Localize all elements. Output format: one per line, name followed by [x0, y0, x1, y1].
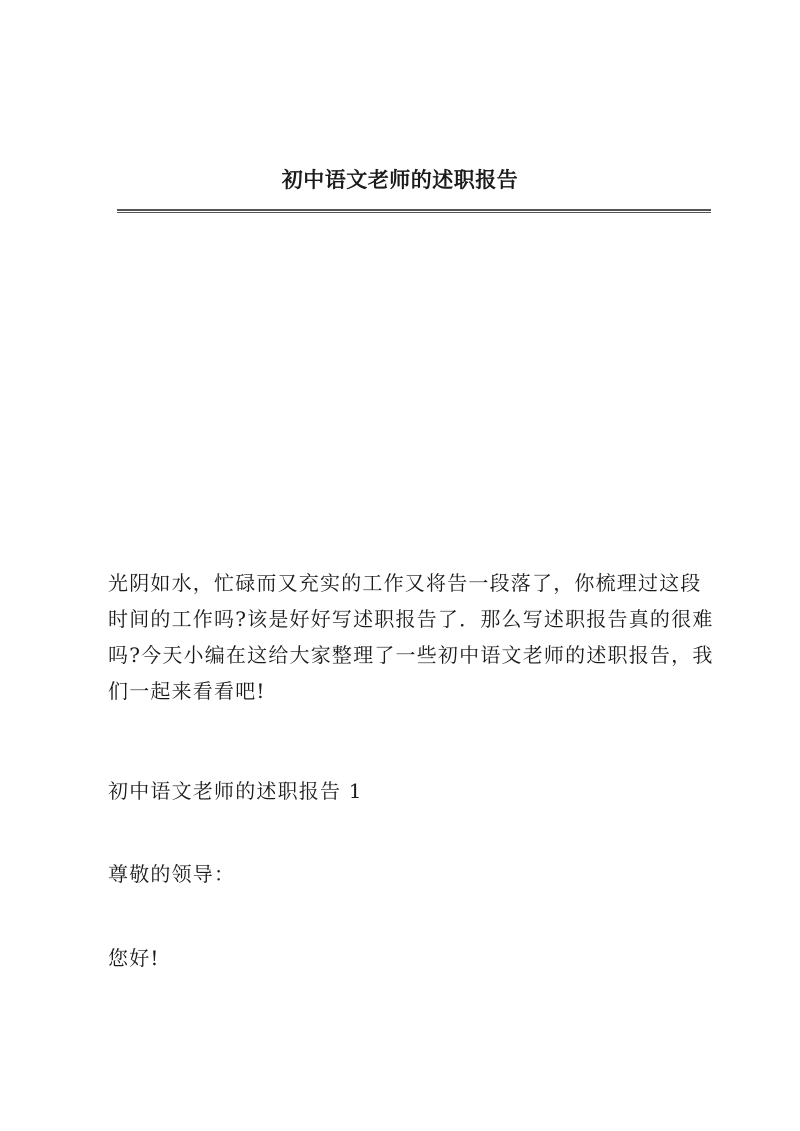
greeting-line: 您好!	[108, 946, 160, 970]
page-title: 初中语文老师的述职报告	[281, 167, 519, 192]
header-divider	[117, 209, 711, 213]
salutation-line: 尊敬的领导：	[108, 862, 236, 886]
intro-paragraph: 光阴如水，忙碌而又充实的工作又将告一段落了，你梳理过这段时间的工作吗?该是好好写述职报告了．那么写述职报告真的很难吗?今天小编在这给大家整理了一些初中语文老师的述职报告，我们一起来看看吧!	[108, 571, 714, 703]
section-heading: 初中语文老师的述职报告 1	[108, 779, 363, 803]
